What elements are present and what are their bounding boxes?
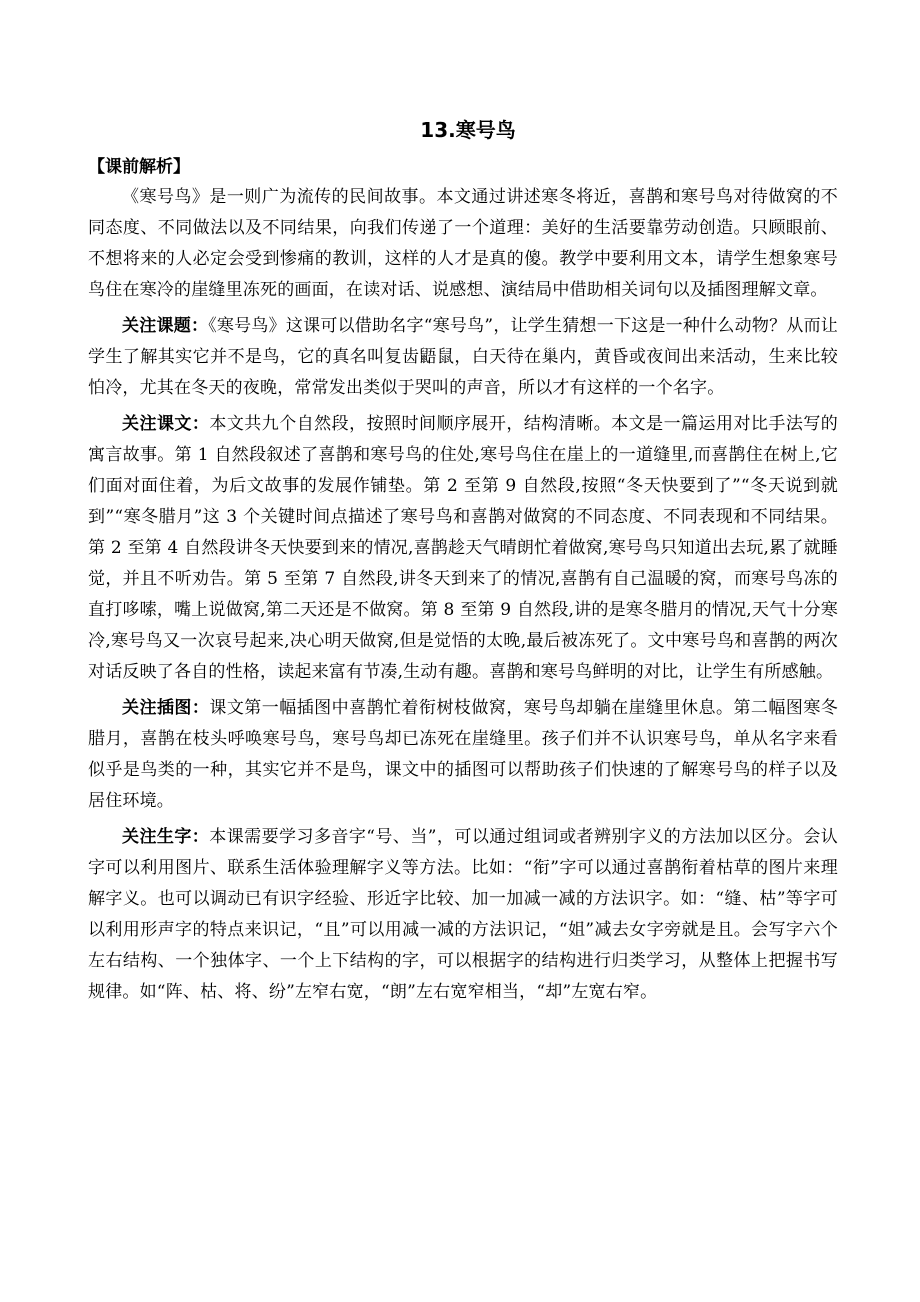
document-page (88, 112, 838, 1013)
paragraph-label: 关注课文： (122, 414, 210, 434)
paragraph-title-focus (88, 311, 838, 404)
paragraph-text: 本文共九个自然段，按照时间顺序展开，结构清晰。本文是一篇运用对比手法写的寓言故事。第 1 自然段叙述了喜鹊和寒号鸟的住处,寒号鸟住在崖上的一道缝里,而喜鹊住在树上,它们面对面住着，为后文故事的发展作铺垫。第 2 至第 9 自然段,按照“冬天快要到了”“冬天说到就到”“寒冬腊月”这 3 个关键时间点描述了寒号鸟和喜鹊对做窝的不同态度、不同表现和不同结果。第 2 至第 4 自然段讲冬天快要到来的情况,喜鹊趁天气晴朗忙着做窝,寒号鸟只知道出去玩,累了就睡觉，并且不听劝告。第 5 至第 7 自然段,讲冬天到来了的情况,喜鹊有自己温暖的窝，而寒号鸟冻的直打哆嗦，嘴上说做窝,第二天还是不做窝。第 8 至第 9 自然段,讲的是寒冬腊月的情况,天气十分寒冷,寒号鸟又一次哀号起来,决心明天做窝,但是觉悟的太晚,最后被冻死了。文中寒号鸟和喜鹊的两次对话反映了各自的性格，读起来富有节凑,生动有趣。喜鹊和寒号鸟鲜明的对比，让学生有所感触。 (88, 414, 839, 682)
paragraph-label: 关注生字： (122, 827, 210, 847)
paragraph-text: 本课需要学习多音字“号、当”，可以通过组词或者辨别字义的方法加以区分。会认字可以利用图片、联系生活体验理解字义等方法。比如：“衔”字可以通过喜鹊衔着枯草的图片来理解字义。也可以调动已有识字经验、形近字比较、加一加减一减的方法识字。如：“缝、枯”等字可以利用形声字的特点来识记，“且”可以用减一减的方法识记，“姐”减去女字旁就是且。会写字六个左右结构、一个独体字、一个上下结构的字，可以根据字的结构进行归类学习，从整体上把握书写规律。如“阵、枯、将、纷”左窄右宽，“朗”左右宽窄相当，“却”左宽右窄。 (88, 827, 839, 1002)
paragraph-label: 关注插图： (122, 698, 210, 718)
paragraph-text: 《寒号鸟》这课可以借助名字“寒号鸟”，让学生猜想一下这是一种什么动物？从而让学生了解其实它并不是鸟，它的真名叫复齿鼯鼠，白天待在巢内，黄昏或夜间出来活动，生来比较怕冷，尤其在冬天的夜晚，常常发出类似于哭叫的声音，所以才有这样的一个名字。 (88, 316, 839, 398)
paragraph-illustration-focus (88, 693, 838, 817)
paragraph-characters-focus (88, 822, 838, 1008)
page-title: 13.寒号鸟 (420, 118, 516, 142)
paragraph-text-focus (88, 409, 838, 688)
intro-paragraph (88, 182, 838, 306)
intro-text: 《寒号鸟》是一则广为流传的民间故事。本文通过讲述寒冬将近，喜鹊和寒号鸟对待做窝的不同态度、不同做法以及不同结果，向我们传递了一个道理：美好的生活要靠劳动创造。只顾眼前、不想将来的人必定会受到惨痛的教训，这样的人才是真的傻。教学中要利用文本，请学生想象寒号鸟住在寒冷的崖缝里冻死的画面，在读对话、说感想、演结局中借助相关词句以及插图理解文章。 (88, 187, 838, 300)
paragraph-label: 关注课题： (122, 316, 209, 336)
section-header: 【课前解析】 (88, 157, 190, 177)
paragraph-text: 课文第一幅插图中喜鹊忙着衔树枝做窝，寒号鸟却躺在崖缝里休息。第二幅图寒冬腊月，喜鹊在枝头呼唤寒号鸟，寒号鸟却已冻死在崖缝里。孩子们并不认识寒号鸟，单从名字来看似乎是鸟类的一种，其实它并不是鸟，课文中的插图可以帮助孩子们快速的了解寒号鸟的样子以及居住环境。 (88, 698, 839, 811)
